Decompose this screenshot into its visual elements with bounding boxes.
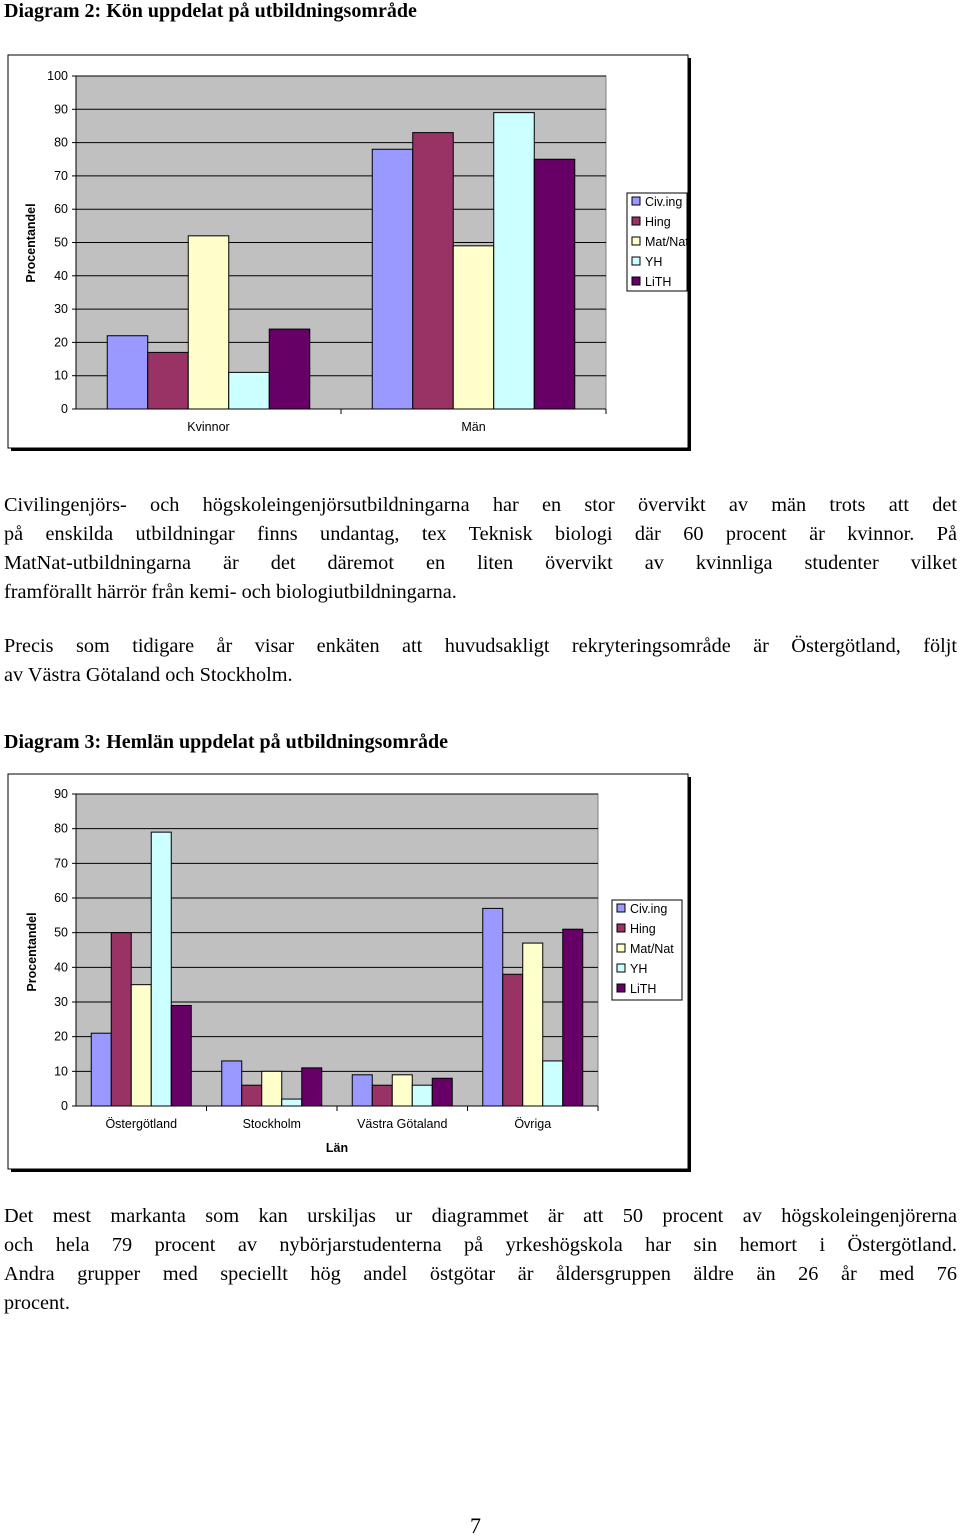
chart2-legend-label: Hing xyxy=(630,922,656,936)
chart2-bar xyxy=(302,1068,322,1106)
chart1-y-tick-label: 10 xyxy=(54,368,68,383)
chart1-bar xyxy=(269,329,310,409)
chart2-bar xyxy=(151,832,171,1106)
chart1-y-tick-label: 0 xyxy=(61,402,68,416)
paragraph-line: framförallt härrör från kemi- och biologiutbildningarna. xyxy=(4,581,457,603)
chart1-y-tick-label: 20 xyxy=(54,335,68,350)
chart2-y-tick-label: 60 xyxy=(54,891,68,905)
chart1-y-axis-title: Procentandel xyxy=(24,203,38,283)
diagram2-heading: Diagram 2: Kön uppdelat på utbildningsområde xyxy=(4,0,417,22)
chart2-x-tick-label: Stockholm xyxy=(242,1117,301,1131)
chart1-y-tick-label: 30 xyxy=(54,302,68,317)
chart2-y-axis-title: Procentandel xyxy=(25,912,39,992)
chart1-legend-label: Mat/Nat xyxy=(645,235,689,249)
paragraph-line: Precis som tidigare år visar enkäten att huvudsakligt rekryteringsområde är Östergötland, följt xyxy=(4,635,957,657)
paragraph-line: av Västra Götaland och Stockholm. xyxy=(4,664,293,686)
paragraph-line: Andra grupper med speciellt hög andel östgötar är åldersgruppen äldre än 26 år med 76 xyxy=(4,1263,957,1285)
chart1-legend-swatch xyxy=(632,257,640,265)
chart2-bar xyxy=(412,1085,432,1106)
chart2-x-tick-label: Västra Götaland xyxy=(357,1117,448,1131)
chart2-bar xyxy=(111,933,131,1106)
chart1-bar xyxy=(372,149,413,409)
paragraph-line: MatNat-utbildningarna är det däremot en liten övervikt av kvinnliga studenter vilket xyxy=(4,552,957,574)
paragraph-line: Civilingenjörs- och högskoleingenjörsutbildningarna har en stor övervikt av män trots att det xyxy=(4,494,957,516)
chart1-y-tick-label: 60 xyxy=(54,202,68,217)
paragraph-line: procent. xyxy=(4,1292,70,1314)
paragraph-gender xyxy=(4,491,957,607)
chart2-x-axis-title: Län xyxy=(325,1141,349,1155)
chart2-bar xyxy=(503,974,523,1106)
diagram3-heading: Diagram 3: Hemlän uppdelat på utbildningsområde xyxy=(4,731,448,753)
chart2-bar xyxy=(352,1075,372,1106)
chart2-bar xyxy=(242,1085,262,1106)
chart2-bar xyxy=(543,1061,563,1106)
paragraph-line: och hela 79 procent av nybörjarstudenterna på yrkeshögskola har sin hemort i Östergötland. xyxy=(4,1234,957,1256)
chart2-legend-swatch xyxy=(617,964,625,972)
chart1-y-tick-label: 70 xyxy=(54,168,68,183)
chart1-y-tick-label: 50 xyxy=(54,235,68,250)
chart2-bar xyxy=(222,1061,242,1106)
chart2-bar xyxy=(392,1075,412,1106)
chart2-x-tick-label: Östergötland xyxy=(105,1117,178,1131)
chart1-legend-label: Civ.ing xyxy=(645,195,683,209)
chart1-bar xyxy=(534,159,575,409)
chart2-legend-swatch xyxy=(617,904,625,912)
chart1-bar xyxy=(494,113,535,409)
chart2-y-tick-label: 50 xyxy=(54,925,68,940)
chart1-bar xyxy=(107,336,148,409)
chart1-legend-label: Hing xyxy=(645,215,671,229)
chart1-legend-swatch xyxy=(632,217,640,225)
chart2-legend-swatch xyxy=(617,984,625,992)
chart1-legend-swatch xyxy=(632,277,640,285)
chart2-bar xyxy=(131,985,151,1106)
chart2-legend-label: Civ.ing xyxy=(630,902,668,916)
chart2-bar xyxy=(483,908,503,1106)
paragraph-line: Det mest markanta som kan urskiljas ur diagrammet är att 50 procent av högskoleingenjörerna xyxy=(4,1205,957,1227)
chart1-y-tick-label: 80 xyxy=(54,135,68,150)
chart2-legend-label: LiTH xyxy=(630,982,657,996)
chart2-x-tick-label: Övriga xyxy=(514,1117,552,1131)
chart2-bar xyxy=(563,929,583,1106)
chart1-bar xyxy=(413,133,454,409)
chart2-legend-swatch xyxy=(617,944,625,952)
chart1-legend-swatch xyxy=(632,237,640,245)
chart2-y-tick-label: 90 xyxy=(54,787,68,801)
chart2-bar xyxy=(171,1005,191,1106)
chart1-x-tick-label: Kvinnor xyxy=(187,420,230,434)
chart2-bar xyxy=(262,1071,282,1106)
chart2-legend-swatch xyxy=(617,924,625,932)
chart2-legend-label: Mat/Nat xyxy=(630,942,674,956)
chart1-y-tick-label: 90 xyxy=(54,102,68,117)
chart2-y-tick-label: 40 xyxy=(54,960,68,975)
chart2-bar xyxy=(91,1033,111,1106)
chart2-y-tick-label: 80 xyxy=(54,821,68,836)
chart-home-county-by-field xyxy=(0,760,960,1180)
paragraph-ostergotland xyxy=(4,1202,957,1318)
page-number: 7 xyxy=(470,1513,481,1538)
chart1-y-tick-label: 40 xyxy=(54,268,68,283)
chart2-y-tick-label: 70 xyxy=(54,856,68,871)
chart1-bar xyxy=(148,352,189,409)
chart2-bar xyxy=(432,1078,452,1106)
chart2-y-tick-label: 0 xyxy=(61,1099,68,1113)
chart1-bar xyxy=(188,236,229,409)
chart1-legend-label: YH xyxy=(645,255,663,269)
chart2-bar xyxy=(523,943,543,1106)
chart2-y-tick-label: 30 xyxy=(54,995,68,1009)
paragraph-recruitment xyxy=(4,632,957,690)
chart1-y-tick-label: 100 xyxy=(47,69,68,83)
chart1-legend-label: LiTH xyxy=(645,275,672,289)
paragraph-line: på enskilda utbildningar finns undantag, tex Teknisk biologi där 60 procent är kvinnor. På xyxy=(4,523,957,545)
chart1-bar xyxy=(453,246,494,409)
chart2-y-tick-label: 20 xyxy=(54,1029,68,1044)
chart2-bar xyxy=(372,1085,392,1106)
chart-gender-by-field xyxy=(0,0,960,460)
chart2-legend-label: YH xyxy=(630,962,648,976)
chart1-x-tick-label: Män xyxy=(461,420,486,434)
chart2-bar xyxy=(282,1099,302,1106)
chart1-legend-swatch xyxy=(632,197,640,205)
chart2-y-tick-label: 10 xyxy=(54,1064,68,1079)
chart1-bar xyxy=(229,372,270,409)
